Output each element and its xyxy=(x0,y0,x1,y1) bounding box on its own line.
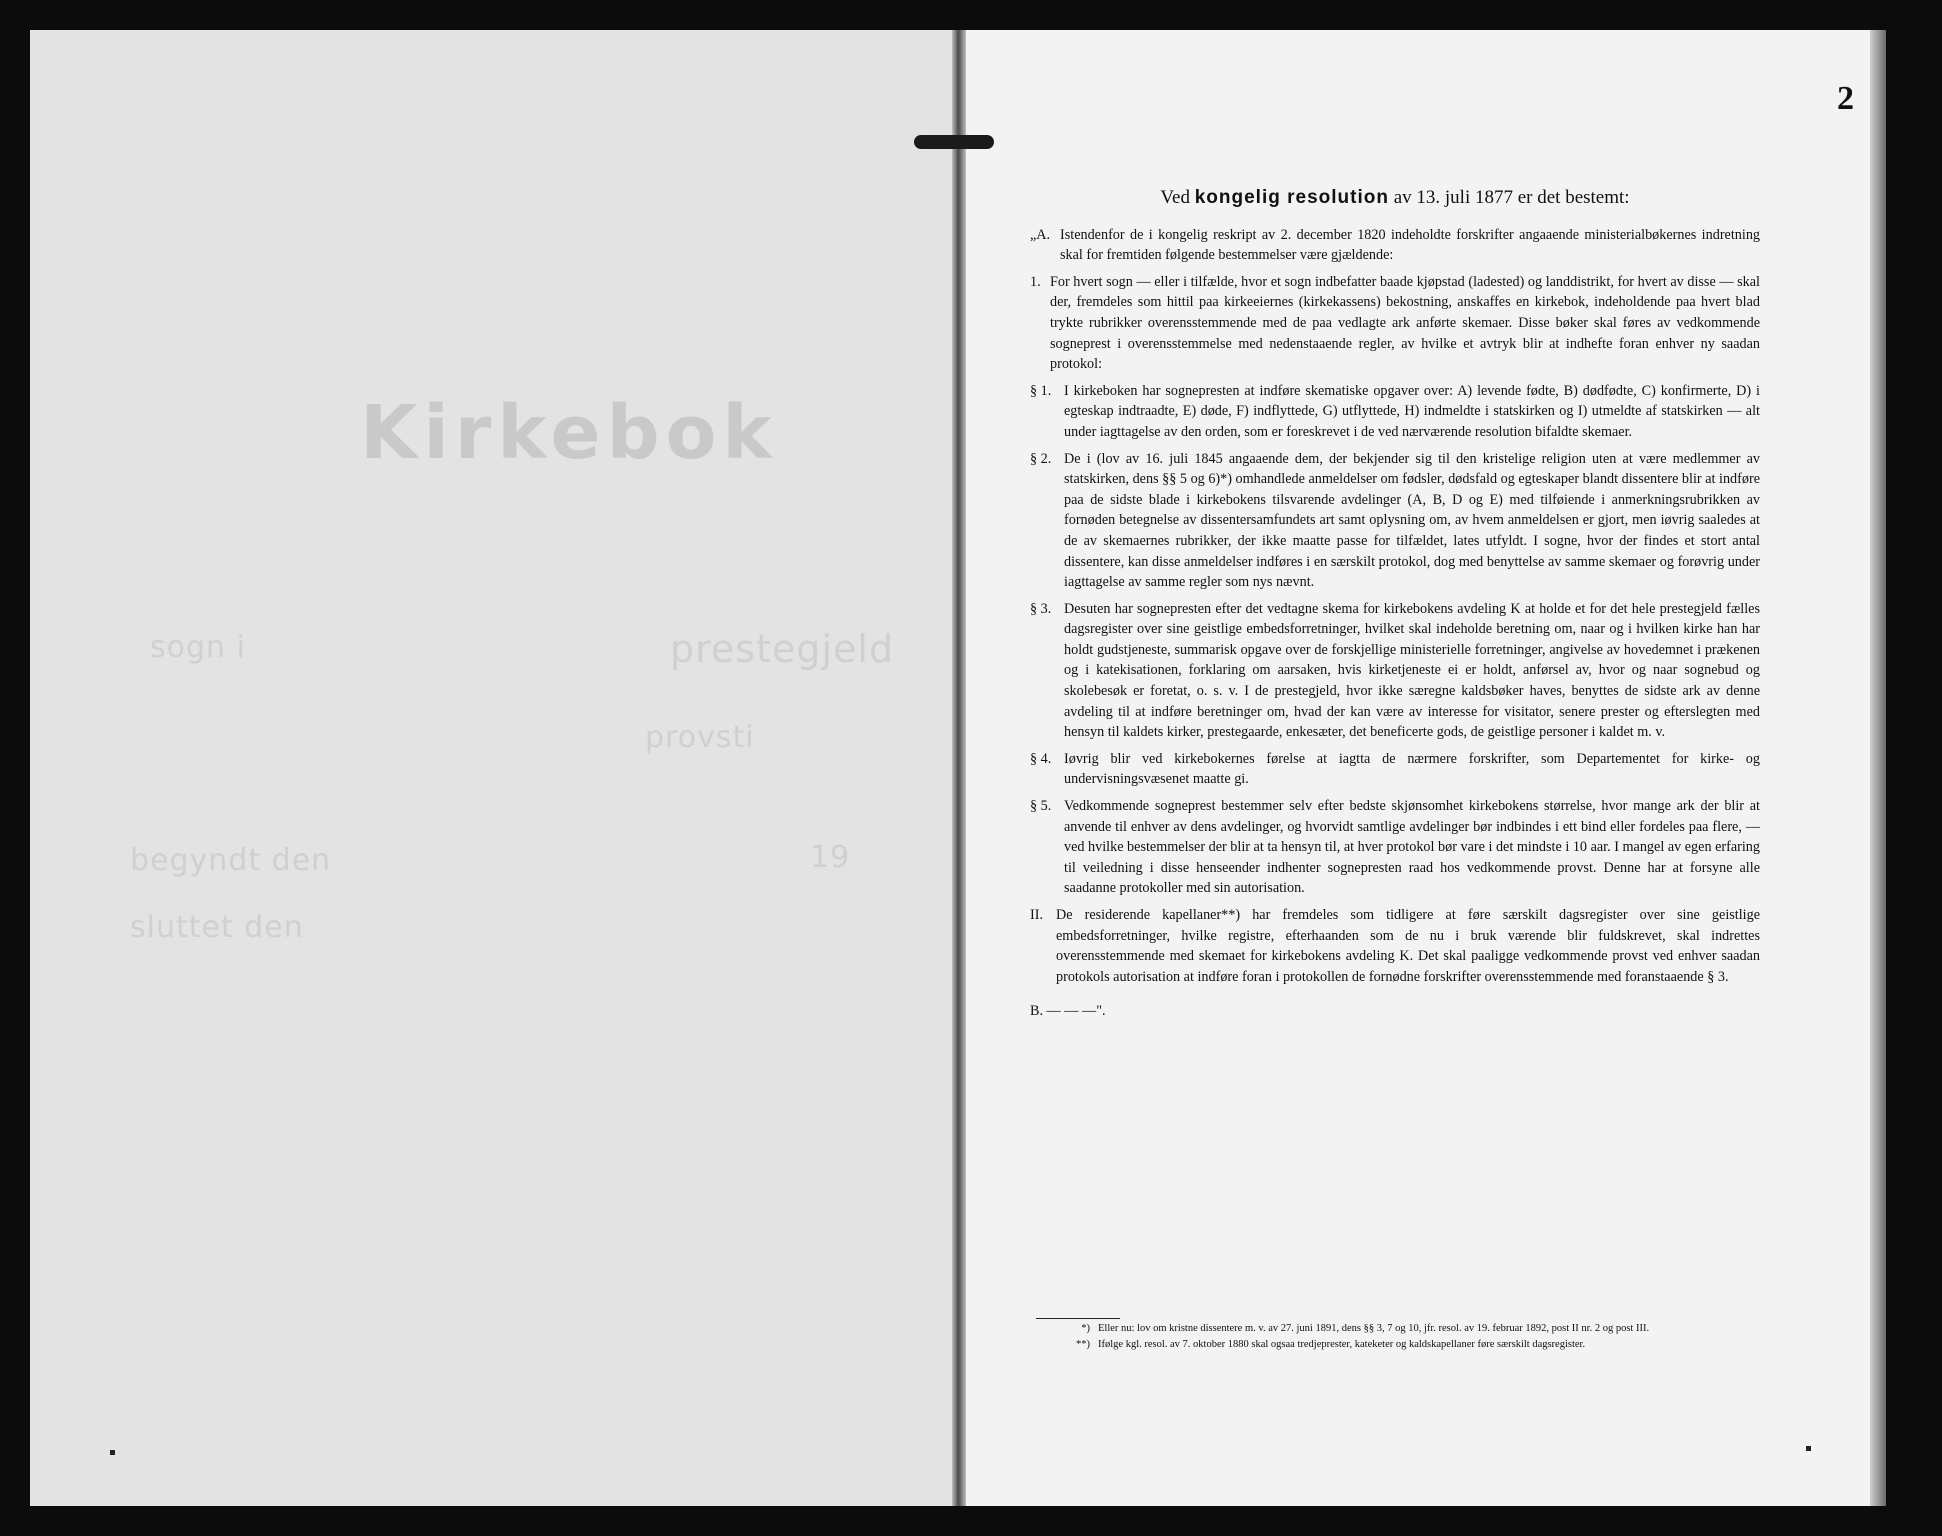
footnote-divider xyxy=(1036,1318,1120,1319)
prestegjeld-label: prestegjeld xyxy=(670,627,895,671)
paragraph-1: § 1. I kirkeboken har sognepresten at indføre skematiske opgaver over: A) levende fødte, B) dødfødte, C) konfirmerte, D) i egteskap indtraadte, E) døde, F) indflyttede, G) utflyttede, H) indmeldte i statskirken og I) utmeldte af statskirken — alt under iagttagelse av den orden, som er foreskrevet i de ved nærværende resolution bifaldte skemaer. xyxy=(1030,382,1760,440)
paragraph-2: § 2. De i (lov av 16. juli 1845 angaaende dem, der bekjender sig til den kristelige religion uten at være medlemmer av statskirken, dens §§ 5 og 6)*) omhandlede anmeldelser om fødsler, dødsfald og egteskaper blandt dissentere blir at indføre paa de sidste blade i kirkebokens tilsvarende avdelinger (A, B, D og E) med tilføiende i anmerkningsrubrikken av fornøden betegnelse av dissentersamfundets art samt oplysning om, av hvem anmeldelsen er gjort, men iøvrig saaledes at de av skemaernes rubrikker, der ikke maatte passe for tilfældet, lates utfyldt. I sogne, hvor der findes et stort antal dissentere, kan disse anmeldelser indføres i en særskilt protokol, dog med benyttelse av samme skemaer og forøvrig under iagttagelse av samme regler som nys nævnt. xyxy=(1030,450,1760,591)
page-number: 2 xyxy=(1837,80,1854,117)
left-page-title: Kirkebok xyxy=(360,390,778,476)
ink-speck xyxy=(1806,1446,1811,1451)
ink-speck xyxy=(110,1450,115,1455)
resolution-text xyxy=(1030,188,1760,1028)
provsti-label: provsti xyxy=(645,720,755,755)
left-page xyxy=(30,30,956,1506)
footnotes xyxy=(1040,1322,1720,1354)
paragraph-4: § 4. Iøvrig blir ved kirkebokernes førelse at iagtta de nærmere forskrifter, som Departementet for kirke- og undervisningsvæsenet maatte gi. xyxy=(1030,750,1760,788)
footnote-1: *) Eller nu: lov om kristne dissentere m. v. av 27. juni 1891, dens §§ 3, 7 og 10, jfr. resol. av 19. februar 1892, post II nr. 2 og post III. xyxy=(1081,1323,1650,1334)
sogn-label: sogn i xyxy=(150,630,246,665)
sluttet-label: sluttet den xyxy=(130,910,304,945)
binding-thread xyxy=(914,135,994,149)
item-1: 1. For hvert sogn — eller i tilfælde, hvor et sogn indbefatter baade kjøpstad (ladested) og landdistrikt, for hvert av disse — skal der, fremdeles som hittil paa kirkeeiernes (kirkekassens) bekostning, anskaffes en kirkebok, indeholdende paa hvert blad trykte rubrikker overensstemmende med de paa vedlagte ark anførte skemaer. Disse bøker skal føres av vedkommende sogneprest i overensstemmelse med nedenstaaende regler, av hvilke et avtryk blir at indhefte foran enhver ny saadan protokol: xyxy=(1030,273,1760,373)
year-label: 19 xyxy=(810,840,851,875)
begyndt-label: begyndt den xyxy=(130,843,332,878)
page-edge xyxy=(1870,30,1886,1506)
paragraph-3: § 3. Desuten har sognepresten efter det vedtagne skema for kirkebokens avdeling K at holde et for det hele prestegjeld fælles dagsregister over sine geistlige embedsforretninger, hvilket skal indeholde beretning om, naar og i hvilken kirke han har holdt gudstjeneste, summarisk opgave over de forskjellige ministerielle forretninger, angivelse av hovedemnet i prækenen og i katekisationen, forklaring om aarsaken, hvis kirketjeneste ei er holdt, anførsel av, hvor og naar sognebud og skolebesøk er foretat, o. s. v. I de prestegjeld, hvor ikke særegne kaldsbøker haves, benyttes de sidste ark av denne avdeling til at indføre beretninger om, hvad der kan være av interesse for visitator, senere prester og efterslegten med hensyn til kaldets kirker, prestegaarde, enkesæter, det beneficerte gods, de geistlige personer i kaldet m. v. xyxy=(1030,600,1760,741)
section-a: „A. Istendenfor de i kongelig reskript av 2. december 1820 indeholdte forskrifter angaaende ministerialbøkernes indretning skal for fremtiden følgende bestemmelser være gjældende: xyxy=(1030,226,1760,264)
section-b: B. — — —". xyxy=(1030,1003,1106,1020)
paragraph-5: § 5. Vedkommende sogneprest bestemmer selv efter bedste skjønsomhet kirkebokens størrelse, hvor mange ark der blir at anvende til enhver av dens avdelinger, og hvorvidt samtlige avdelinger bør indbindes i ett bind eller fordeles paa flere, — ved hvilke bestemmelser der blir at ta hensyn til, at hver protokol bør vare i det mindste i 10 aar. I mangel av egen erfaring til veiledning i disse henseender indhenter sognepresten raad hos vedkommende provst. Denne har at forsyne alle saadanne protokoller med sin autorisation. xyxy=(1030,798,1760,897)
resolution-title: Ved kongelig resolution av 13. juli 1877 er det bestemt: xyxy=(1160,187,1630,208)
item-2: II. De residerende kapellaner**) har fremdeles som tidligere at føre særskilt dagsregister over sine geistlige embedsforretninger, hvilke registre, efterhaanden som de nu i bruk værende blir fuldskrevet, skal indrettes overensstemmende med skemaet for kirkebokens avdeling K. Det skal paaligge vedkommende provst ved enhver saadan protokols autorisation at indføre foran i protokollen de fornødne forskrifter overensstemmende med foranstaaende § 3. xyxy=(1030,907,1760,985)
footnote-2: **) Ifølge kgl. resol. av 7. oktober 1880 skal ogsaa tredjeprester, kateketer og kaldskapellaner føre særskilt dagsregister. xyxy=(1076,1339,1586,1350)
book-spine xyxy=(952,30,966,1506)
resolution-title-bold: kongelig resolution xyxy=(1194,187,1389,208)
